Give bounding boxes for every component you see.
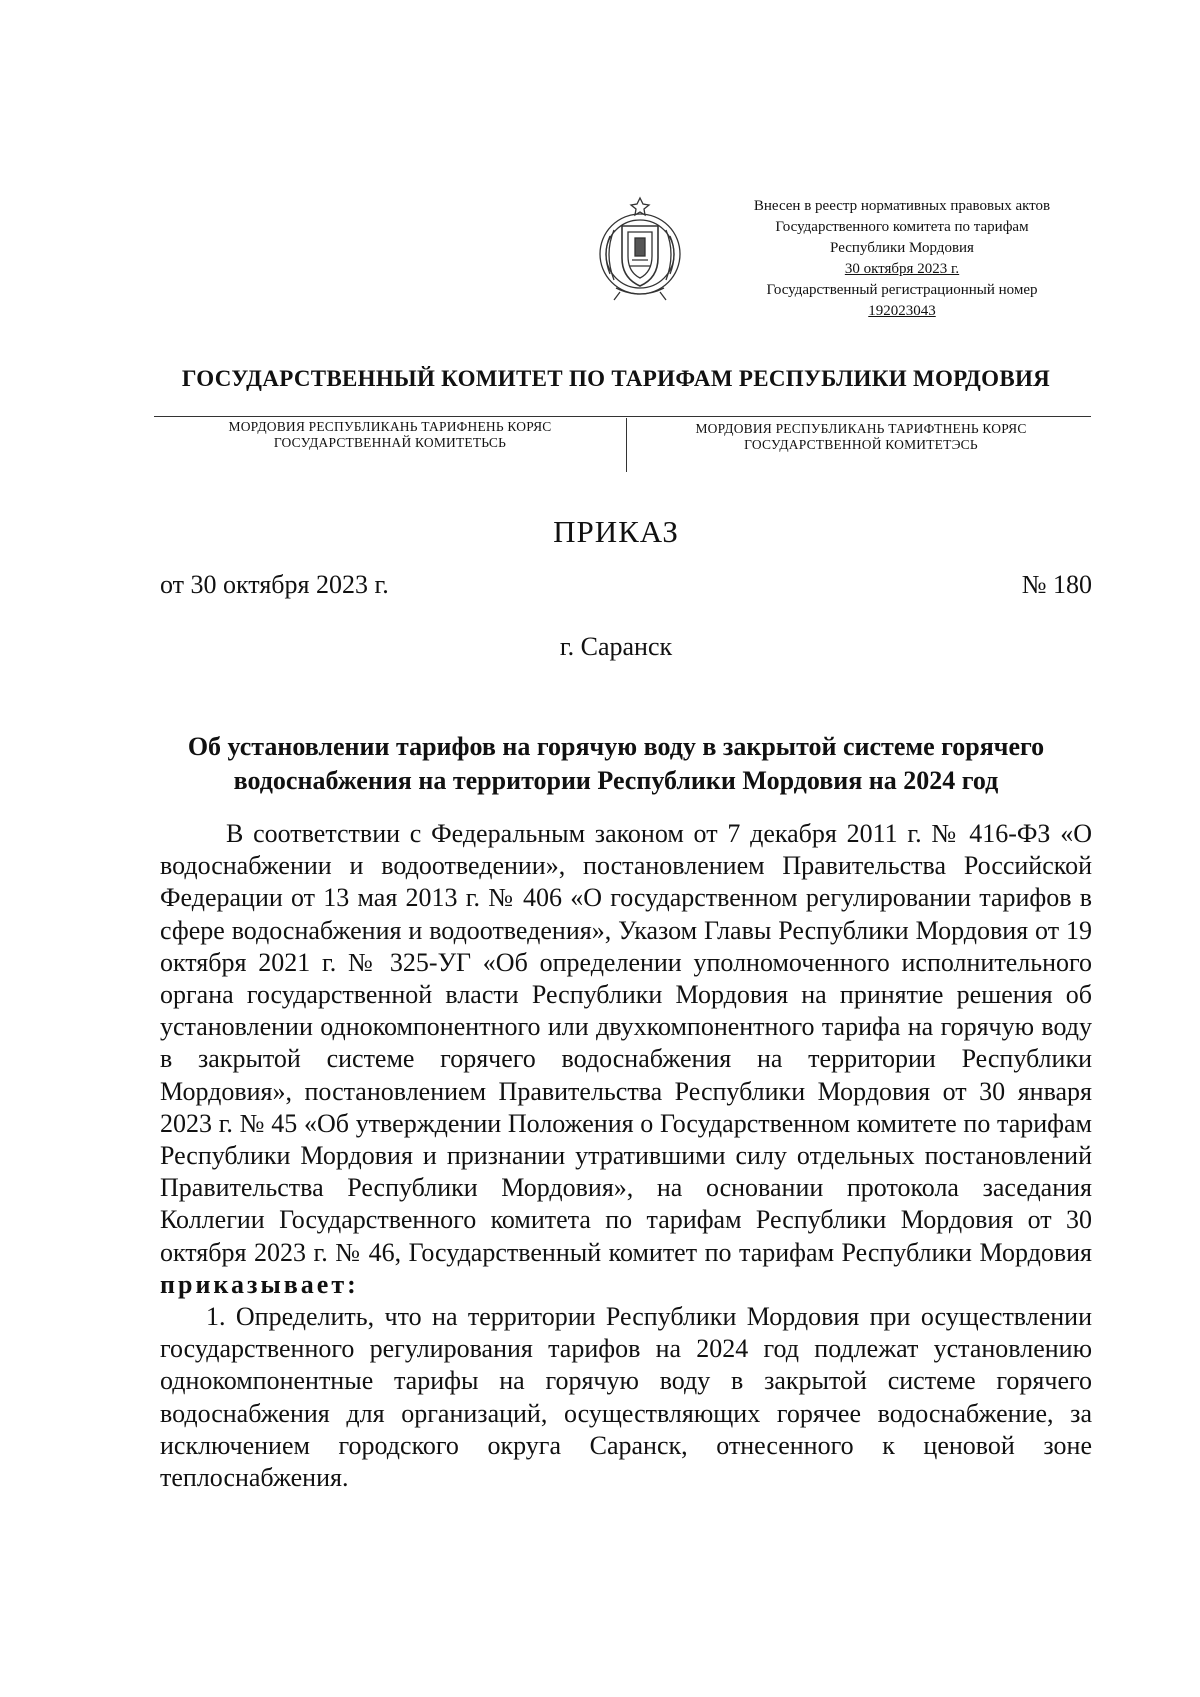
order-date: от 30 октября 2023 г. <box>160 570 389 599</box>
coat-of-arms-emblem <box>592 196 688 306</box>
preamble-paragraph <box>160 818 1092 1301</box>
erzyan-line: ГОСУДАРСТВЕННОЙ КОМИТЕТЭСЬ <box>744 437 978 452</box>
mokshan-line: ГОСУДАРСТВЕННАЙ КОМИТЕТЬСЬ <box>273 435 507 450</box>
order-item-1: 1. Определить, что на территории Республики Мордовия при осуществлении государственного регулирования тарифов на 2024 год подлежат установлению однокомпонентные тарифы на горячую воду в закрытой системе горячего водоснабжения для организаций, осуществляющих горячее водоснабжение, за исключением городского округа Саранск, отнесенного к ценовой зоне теплоснабжения. <box>160 1302 1092 1493</box>
subject-line: водоснабжения на территории Республики Мордовия на 2024 год <box>233 766 999 795</box>
mokshan-line: МОРДОВИЯ РЕСПУБЛИКАНЬ ТАРИФНЕНЬ КОРЯС <box>228 419 552 434</box>
committee-title: ГОСУДАРСТВЕННЫЙ КОМИТЕТ ПО ТАРИФАМ РЕСПУБЛИКИ МОРДОВИЯ <box>181 366 1051 391</box>
header-rule <box>154 416 1091 417</box>
order-title: ПРИКАЗ <box>553 514 679 549</box>
preamble-text: В соответствии с Федеральным законом от 7 декабря 2011 г. № 416-ФЗ «О водоснабжении и водоотведении», постановлением Правительства Российской Федерации от 13 мая 2013 г. № 406 «О государственном регулировании тарифов в сфере водоснабжения и водоотведения», Указом Главы Республики Мордовия от 19 октября 2021 г. № 325-УГ «Об определении уполномоченного исполнительного органа государственной власти Республики Мордовия на принятие решения об установлении однокомпонентного или двухкомпонентного тарифа на горячую воду в закрытой системе горячего водоснабжения на территории Республики Мордовия», постановлением Правительства Республики Мордовия от 30 января 2023 г. № 45 «Об утверждении Положения о Государственном комитете по тарифам Республики Мордовия и признании утратившими силу отдельных постановлений Правительства Республики Мордовия», на основании протокола заседания Коллегии Государственного комитета по тарифам Республики Мордовия от 30 октября 2023 г. № 46, Государственный комитет по тарифам Республики Мордовия <box>160 819 1092 1267</box>
order-city: г. Саранск <box>559 632 673 661</box>
registry-stamp <box>712 196 1092 322</box>
order-body <box>160 818 1092 1494</box>
registry-line: Внесен в реестр нормативных правовых актов <box>753 198 1051 214</box>
registry-date: 30 октября 2023 г. <box>844 261 960 277</box>
registry-number-label: Государственный регистрационный номер <box>766 282 1038 298</box>
orders-word: приказывает: <box>160 1269 359 1299</box>
header-divider <box>626 418 627 472</box>
erzyan-line: МОРДОВИЯ РЕСПУБЛИКАНЬ ТАРИФТНЕНЬ КОРЯС <box>695 421 1027 436</box>
registry-number: 192023043 <box>868 303 936 319</box>
committee-title-erzyan <box>636 421 1086 453</box>
order-subject <box>150 730 1082 798</box>
registry-line: Республики Мордовия <box>830 240 974 256</box>
order-number: № 180 <box>1021 570 1092 599</box>
registry-line: Государственного комитета по тарифам <box>775 219 1029 235</box>
subject-line: Об установлении тарифов на горячую воду в закрытой системе горячего <box>187 732 1045 761</box>
committee-title-mokshan <box>160 419 620 451</box>
